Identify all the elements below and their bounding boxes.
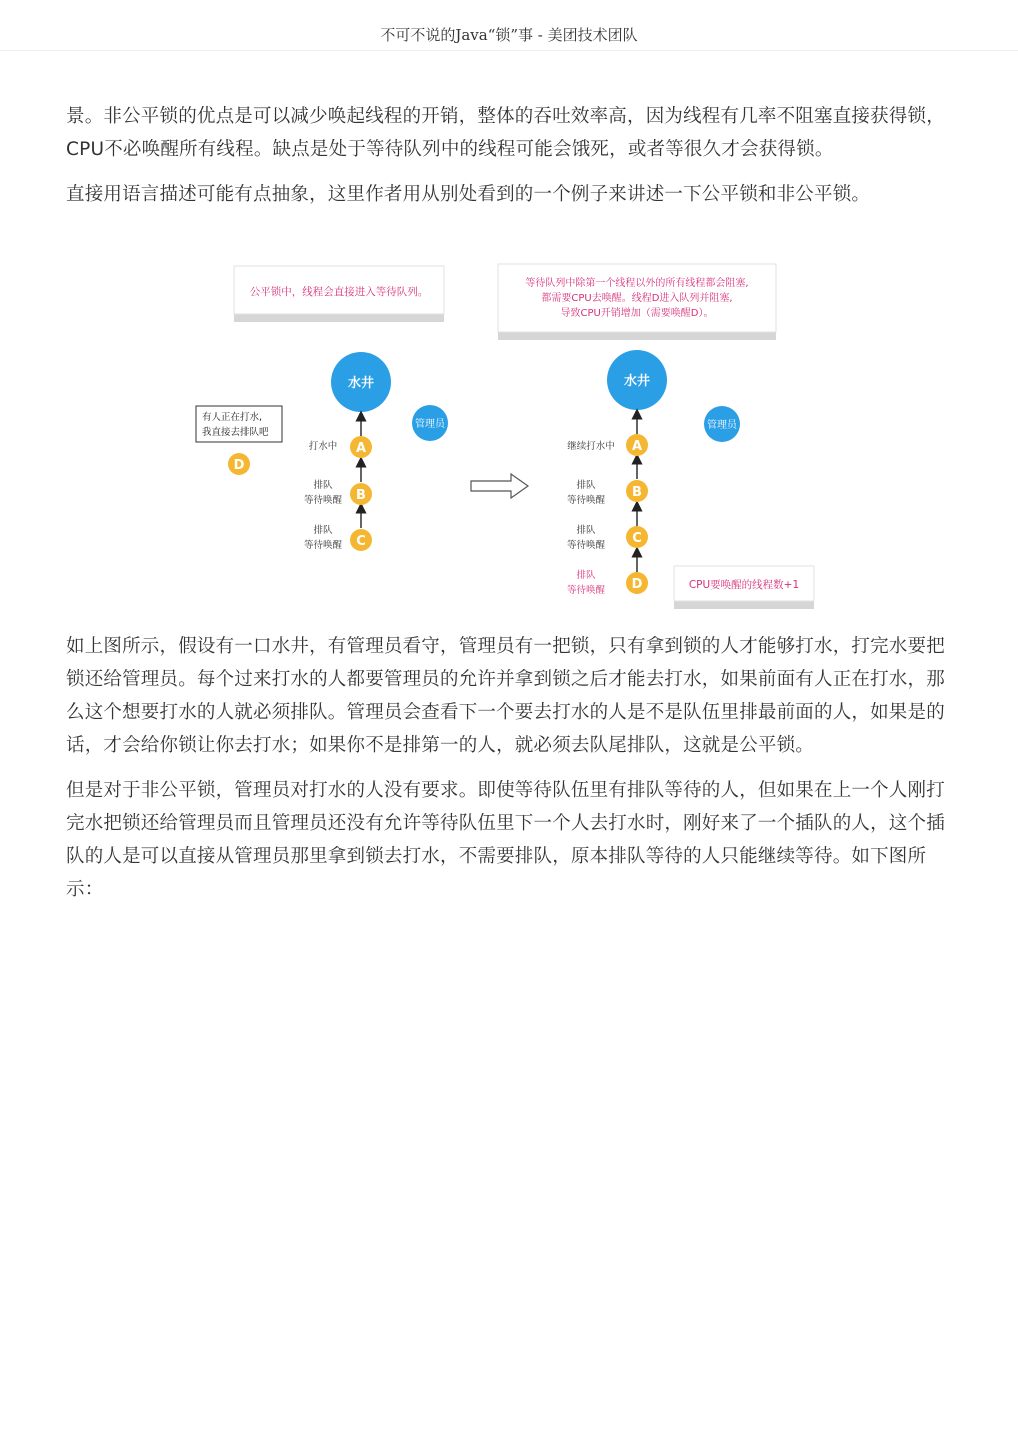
- node-letter: D: [631, 577, 643, 592]
- left-note-card: [234, 266, 444, 322]
- cpu-note-text: CPU要唤醒的线程数+1: [688, 579, 800, 591]
- left-node-b: [304, 479, 372, 506]
- node-label-2: 等待唤醒: [566, 540, 606, 551]
- right-node-d: [567, 569, 648, 596]
- paragraph-unfair-lock-pros-cons: 景。非公平锁的优点是可以减少唤起线程的开销，整体的吞吐效率高，因为线程有几率不阻塞直接获得锁，CPU不必唤醒所有线程。缺点是处于等待队列中的线程可能会饿死，或者等很久才会获得锁。: [66, 106, 945, 160]
- left-well: [331, 352, 391, 412]
- fair-lock-diagram: [66, 236, 956, 616]
- right-note-line-2: 都需要CPU去唤醒。线程D进入队列并阻塞,: [541, 293, 733, 304]
- cpu-note-card: [674, 566, 814, 609]
- paragraph-example-intro: 直接用语言描述可能有点抽象，这里作者用从别处看到的一个例子来讲述一下公平锁和非公平锁。: [66, 184, 871, 205]
- right-node-a: [567, 434, 648, 456]
- node-label-2: 等待唤醒: [303, 540, 343, 551]
- node-letter: B: [632, 485, 642, 500]
- node-label: 排队: [313, 480, 333, 491]
- node-label: 打水中: [308, 441, 338, 452]
- node-label-2: 等待唤醒: [566, 495, 606, 506]
- right-admin-label: 管理员: [707, 420, 737, 431]
- node-label-2: 等待唤醒: [303, 495, 343, 506]
- node-label: 排队: [576, 525, 596, 536]
- left-node-a: [309, 436, 372, 458]
- speech-line-1: 有人正在打水,: [202, 412, 263, 423]
- left-admin: [412, 405, 448, 441]
- right-note-card: [498, 264, 776, 340]
- paragraph-unfair-lock-explanation: 但是对于非公平锁，管理员对打水的人没有要求。即使等待队伍里有排队等待的人，但如果在上一个人刚打完水把锁还给管理员而且管理员还没有允许等待队伍里下一个人去打水时，刚好来了一个插队的人，这个插队的人是可以直接从管理员那里拿到锁去打水，不需要排队，原本排队等待的人只能继续等待。如下图所示：: [66, 780, 945, 900]
- right-well: [607, 350, 667, 410]
- left-speech-box: [196, 406, 282, 442]
- right-note-line-3: 导致CPU开销增加（需要唤醒D）。: [560, 308, 714, 319]
- speech-line-2: 我直接去排队吧: [202, 427, 269, 438]
- page-header: [0, 0, 1018, 51]
- newcomer-letter: D: [233, 458, 245, 473]
- left-admin-label: 管理员: [415, 419, 445, 430]
- right-node-b: [567, 479, 648, 506]
- node-label-2: 等待唤醒: [566, 585, 606, 596]
- diagram-canvas: [66, 236, 956, 616]
- node-letter: A: [355, 441, 367, 456]
- node-letter: C: [632, 531, 642, 546]
- right-well-label: 水井: [623, 374, 651, 389]
- right-node-c: [567, 524, 648, 551]
- node-letter: C: [356, 534, 366, 549]
- node-label: 排队: [313, 525, 333, 536]
- node-label: 排队: [576, 480, 596, 491]
- left-well-label: 水井: [347, 376, 375, 391]
- article-body: [66, 100, 956, 918]
- transition-arrow-icon: [471, 474, 528, 498]
- paragraph-fair-lock-explanation: 如上图所示，假设有一口水井，有管理员看守，管理员有一把锁，只有拿到锁的人才能够打水，打完水要把锁还给管理员。每个过来打水的人都要管理员的允许并拿到锁之后才能去打水，如果前面有人正在打水，那么这个想要打水的人就必须排队。管理员会查看下一个要去打水的人是不是队伍里排最前面的人，如果是的话，才会给你锁让你去打水；如果你不是排第一的人，就必须去队尾排队，这就是公平锁。: [66, 636, 945, 756]
- node-label: 排队: [576, 570, 596, 581]
- left-node-c: [304, 524, 372, 551]
- page-title: 不可不说的Java“锁”事 - 美团技术团队: [380, 26, 638, 44]
- node-label: 继续打水中: [567, 441, 615, 452]
- left-newcomer-d: [228, 453, 250, 475]
- right-admin: [704, 406, 740, 442]
- right-note-line-1: 等待队列中除第一个线程以外的所有线程都会阻塞,: [525, 278, 749, 289]
- node-letter: A: [631, 439, 643, 454]
- left-note-text: 公平锁中，线程会直接进入等待队列。: [249, 286, 429, 298]
- node-letter: B: [356, 488, 366, 503]
